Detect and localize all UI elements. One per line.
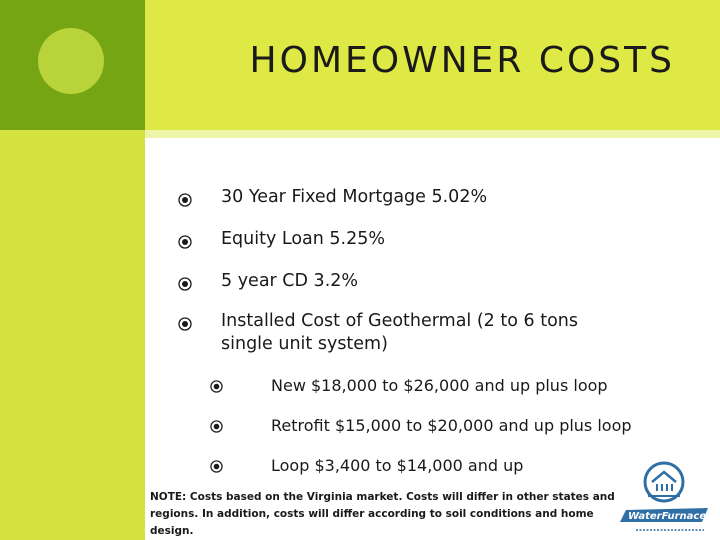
logo-wordmark: WaterFurnace (628, 511, 707, 522)
sub-bullet-item (210, 375, 670, 397)
header-divider (145, 130, 720, 138)
sub-bullet-circle-icon (210, 420, 223, 433)
bullet-text: Installed Cost of Geothermal (2 to 6 tons single unit system) (221, 311, 578, 354)
bullet-text: Equity Loan 5.25% (221, 229, 386, 249)
footnote: NOTE: Costs based on the Virginia market. Costs will differ in other states and regions. In addition, costs will differ according to soil conditions and home design. (150, 491, 615, 537)
bullet-circle-icon (178, 277, 192, 291)
bullet-circle-icon (178, 193, 192, 207)
bullet-circle-icon (178, 235, 192, 249)
bullet-item (178, 228, 698, 251)
sub-bullet-item (210, 455, 670, 477)
bullet-item (178, 310, 608, 356)
bullet-text: 30 Year Fixed Mortgage 5.02% (221, 187, 488, 207)
bullet-item (178, 270, 698, 293)
bullet-item (178, 186, 698, 209)
bullet-circle-icon (178, 317, 192, 331)
decorative-circle (38, 28, 104, 94)
sub-bullet-circle-icon (210, 380, 223, 393)
sub-bullet-text: Retrofit $15,000 to $20,000 and up plus loop (271, 416, 632, 435)
sidebar-bottom-panel (0, 130, 145, 540)
waterfurnace-logo (618, 460, 713, 536)
bullet-text: 5 year CD 3.2% (221, 271, 359, 291)
sub-bullet-circle-icon (210, 460, 223, 473)
sub-bullet-item (210, 415, 670, 437)
sub-bullet-text: New $18,000 to $26,000 and up plus loop (271, 376, 608, 395)
slide-title: HOMEOWNER COSTS (249, 40, 675, 81)
sub-bullet-text: Loop $3,400 to $14,000 and up (271, 456, 524, 475)
